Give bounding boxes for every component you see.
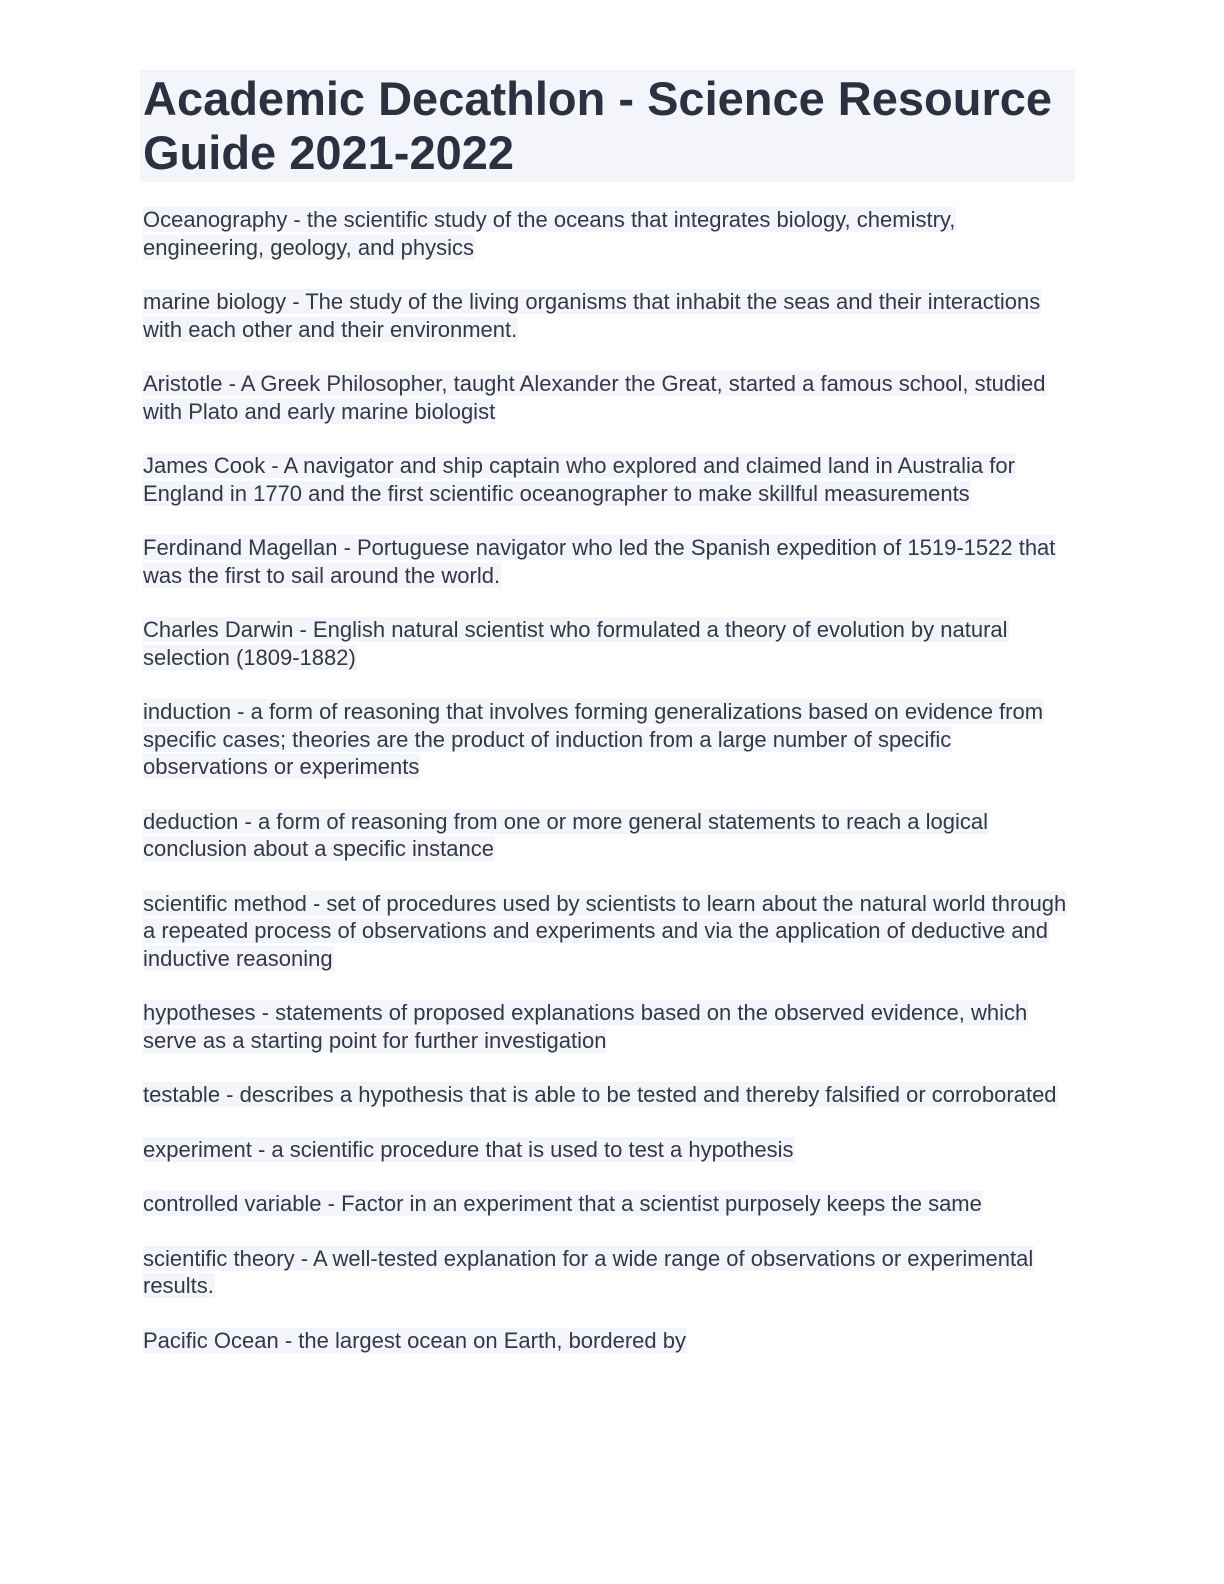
entry-text: induction - a form of reasoning that involves forming generalizations based on evidence from specific cases; theories are the product of induction from a large number of specific observations or experiments: [143, 699, 1044, 779]
page-title: Academic Decathlon - Science Resource Guide 2021-2022: [143, 72, 1053, 179]
document-page: [140, 70, 1075, 1381]
glossary-entry-deduction: [143, 808, 1075, 863]
glossary-entry-scientific-method: [143, 890, 1075, 973]
entry-text: deduction - a form of reasoning from one or more general statements to reach a logical conclusion about a specific instance: [143, 808, 989, 861]
title-block: [140, 70, 1075, 182]
glossary-entry-james-cook: [143, 452, 1075, 507]
glossary-entry-controlled-variable: [143, 1190, 1075, 1218]
entry-text: Pacific Ocean - the largest ocean on Earth, bordered by: [143, 1327, 686, 1353]
entry-text: scientific method - set of procedures used by scientists to learn about the natural world through a repeated process of observations and experiments and via the application of deductive and inductive reasoning: [143, 890, 1067, 971]
glossary-entry-scientific-theory: [143, 1245, 1075, 1300]
entry-text: experiment - a scientific procedure that is used to test a hypothesis: [143, 1136, 794, 1162]
entry-text: marine biology - The study of the living organisms that inhabit the seas and their interactions with each other and their environment.: [143, 289, 1041, 342]
glossary-entry-charles-darwin: [143, 616, 1075, 671]
glossary-entry-testable: [143, 1081, 1075, 1109]
entry-text: Aristotle - A Greek Philosopher, taught Alexander the Great, started a famous school, studied with Plato and early marine biologist: [143, 371, 1046, 424]
glossary-entry-hypotheses: [143, 999, 1075, 1054]
entry-text: Oceanography - the scientific study of the oceans that integrates biology, chemistry, engineering, geology, and physics: [143, 207, 956, 260]
entry-text: testable - describes a hypothesis that is able to be tested and thereby falsified or corroborated: [143, 1082, 1057, 1107]
entry-text: scientific theory - A well-tested explanation for a wide range of observations or experimental results.: [143, 1245, 1034, 1298]
glossary-entry-oceanography: [143, 206, 1075, 261]
entry-text: hypotheses - statements of proposed explanations based on the observed evidence, which serve as a starting point for further investigation: [143, 1000, 1028, 1053]
entry-text: Ferdinand Magellan - Portuguese navigator who led the Spanish expedition of 1519-1522 that was the first to sail around the world.: [143, 535, 1056, 588]
entry-text: Charles Darwin - English natural scientist who formulated a theory of evolution by natural selection (1809-1882): [143, 617, 1008, 670]
entry-text: James Cook - A navigator and ship captain who explored and claimed land in Australia for England in 1770 and the first scientific oceanographer to make skillful measurements: [143, 453, 1015, 506]
glossary-entry-experiment: [143, 1136, 1075, 1164]
glossary-entry-aristotle: [143, 370, 1075, 425]
glossary-entry-pacific-ocean: [143, 1327, 1075, 1355]
glossary-list: [140, 206, 1075, 1354]
entry-text: controlled variable - Factor in an experiment that a scientist purposely keeps the same: [143, 1191, 982, 1216]
glossary-entry-marine-biology: [143, 288, 1075, 343]
glossary-entry-ferdinand-magellan: [143, 534, 1075, 589]
glossary-entry-induction: [143, 698, 1075, 781]
